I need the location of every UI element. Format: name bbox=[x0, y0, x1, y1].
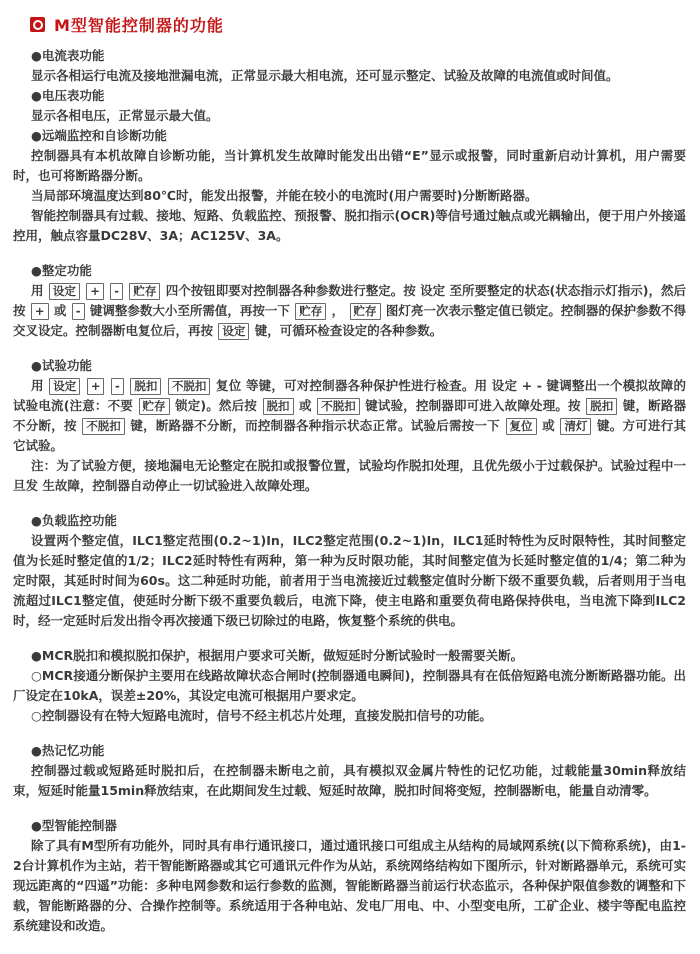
section-heading: ●热记忆功能 bbox=[31, 743, 105, 758]
paragraph: 显示各相电压，正常显示最大值。 bbox=[31, 108, 219, 123]
button-key-label: 设定 bbox=[49, 283, 80, 300]
button-key-label: - bbox=[72, 303, 85, 320]
section-heading: ●型智能控制器 bbox=[31, 818, 117, 833]
paragraph: 当局部环境温度达到80℃时，能发出报警，并能在较小的电流时(用户需要时)分断断路器。 bbox=[31, 188, 538, 203]
button-key-label: - bbox=[111, 378, 124, 395]
paragraph: 除了具有M型所有功能外，同时具有串行通讯接口，通过通讯接口可组成主从结构的局域网系统(以下简称系统)，由1-2台计算机作为主站，若干智能断路器或其它可通讯元件作为从站，系统网络结构如下图所示，针对断路器单元，系统可实现远距离的“四遥”功能：多种电网参数和运行参数的监测，智能断路器当前运行状态监示，各种保护限值参数的调整和下载，智能断路器的分、合操作控制等。系统适用于各种电站、发电厂用电、中、小型变电所，工矿企业、楼宇等配电监控系统建设和改造。 bbox=[13, 838, 686, 933]
button-key-label: + bbox=[86, 283, 104, 300]
button-key-label: 设定 bbox=[49, 378, 80, 395]
button-key-label: + bbox=[31, 303, 49, 320]
button-key-label: 不脱扣 bbox=[168, 378, 211, 395]
button-key-label: 贮存 bbox=[139, 398, 170, 415]
paragraph: 智能控制器具有过载、接地、短路、负载监控、预报警、脱扣指示(OCR)等信号通过触点或光耦输出，便于用户外接遥控用，触点容量DC28V、3A；AC125V、3A。 bbox=[13, 208, 686, 243]
button-key-label: 清灯 bbox=[560, 418, 591, 435]
button-key-label: 设定 bbox=[218, 323, 249, 340]
page-title-row bbox=[0, 0, 700, 36]
button-key-label: 脱扣 bbox=[130, 378, 161, 395]
paragraph: 控制器过载或短路延时脱扣后，在控制器未断电之前，具有模拟双金属片特性的记忆功能，过载能量30min释放结束，短延时能量15min释放结束，在此期间发生过载、短延时故障，脱扣时间将变短，控制器断电，能量自动清零。 bbox=[13, 763, 686, 798]
button-key-label: 贮存 bbox=[129, 283, 160, 300]
section-heading: ●MCR脱扣和模拟脱扣保护，根据用户要求可关断，做短延时分断试验时一般需要关断。 bbox=[31, 648, 524, 663]
section-heading: ●远端监控和自诊断功能 bbox=[31, 128, 167, 143]
section-heading: ●整定功能 bbox=[31, 263, 92, 278]
paragraph: ○MCR接通分断保护主要用在线路故障状态合闸时(控制器通电瞬间)，控制器具有在低倍短路电流分断断路器功能。出厂设定在10kA，误差±20%，其设定电流可根据用户要求定。 bbox=[13, 668, 686, 703]
paragraph: ○控制器设有在特大短路电流时，信号不经主机芯片处理，直接发脱扣信号的功能。 bbox=[31, 708, 492, 723]
page-title: M型智能控制器的功能 bbox=[54, 16, 224, 35]
paragraph: 用 设定 + - 贮存 四个按钮即要对控制器各种参数进行整定。按 设定 至所要整定的状态(状态指示灯指示)，然后按 + 或 - 键调整参数大小至所需值，再按一下 贮存 ， 贮存 图灯亮一次表示整定值已锁定。控制器的保护参数不得交叉设定。控制器断电复位后，再按 设定 键，可循环检查设定的各种参数。 bbox=[13, 283, 686, 338]
button-key-label: 贮存 bbox=[295, 303, 326, 320]
paragraph: 用 设定 + - 脱扣 不脱扣 复位 等键，可对控制器各种保护性进行检查。用 设定 + - 键调整出一个模拟故障的试验电流(注意：不要 贮存 锁定)。然后按 脱扣 或 不脱扣 键试验，控制器即可进入故障处理。按 脱扣 键，断路器不分断，按 不脱扣 键，断路器不分断，而控制器各种指示状态正常。试验后需按一下 复位 或 清灯 键。方可进行其它试验。 bbox=[13, 378, 687, 453]
button-key-label: 不脱扣 bbox=[317, 398, 360, 415]
section-heading: ●负载监控功能 bbox=[31, 513, 117, 528]
bullseye-square-icon bbox=[30, 17, 45, 32]
button-key-label: - bbox=[110, 283, 123, 300]
button-key-label: 贮存 bbox=[350, 303, 381, 320]
button-key-label: 脱扣 bbox=[263, 398, 294, 415]
paragraph: 控制器具有本机故障自诊断功能，当计算机发生故障时能发出出错“E”显示或报警，同时重新启动计算机，用户需要时，也可将断路器分断。 bbox=[13, 148, 686, 183]
document-body bbox=[0, 36, 700, 954]
section-heading: ●电压表功能 bbox=[31, 88, 105, 103]
button-key-label: 脱扣 bbox=[586, 398, 617, 415]
paragraph: 注：为了试验方便，接地漏电无论整定在脱扣或报警位置，试验均作脱扣处理，且优先级小于过载保护。试验过程中一旦发 生故障，控制器自动停止一切试验进入故障处理。 bbox=[13, 458, 686, 493]
button-key-label: 不脱扣 bbox=[82, 418, 125, 435]
section-heading: ●电流表功能 bbox=[31, 48, 105, 63]
button-key-label: 复位 bbox=[506, 418, 537, 435]
paragraph: 显示各相运行电流及接地泄漏电流，正常显示最大相电流，还可显示整定、试验及故障的电流值或时间值。 bbox=[31, 68, 619, 83]
button-key-label: + bbox=[87, 378, 105, 395]
paragraph: 设置两个整定值，ILC1整定范围(0.2~1)In，ILC2整定范围(0.2~1)In，ILC1延时特性为反时限特性，其时间整定值为长延时整定值的1/2；ILC2延时特性有两种，第一种为反时限功能，其时间整定值为长延时整定值的1/4；第二种为定时限，其延时时间为60s。这二种延时功能，前者用于当电流接近过载整定值时分断下级不重要负载，后者则用于当电流超过ILC1整定值，使延时分断下级不重要负载后，电流下降，使主电路和重要负荷电路保持供电，当电流下降到ILC2时，经一定延时后发出指令再次接通下级已切除过的电路，恢复整个系统的供电。 bbox=[13, 533, 686, 628]
section-heading: ●试验功能 bbox=[31, 358, 92, 373]
